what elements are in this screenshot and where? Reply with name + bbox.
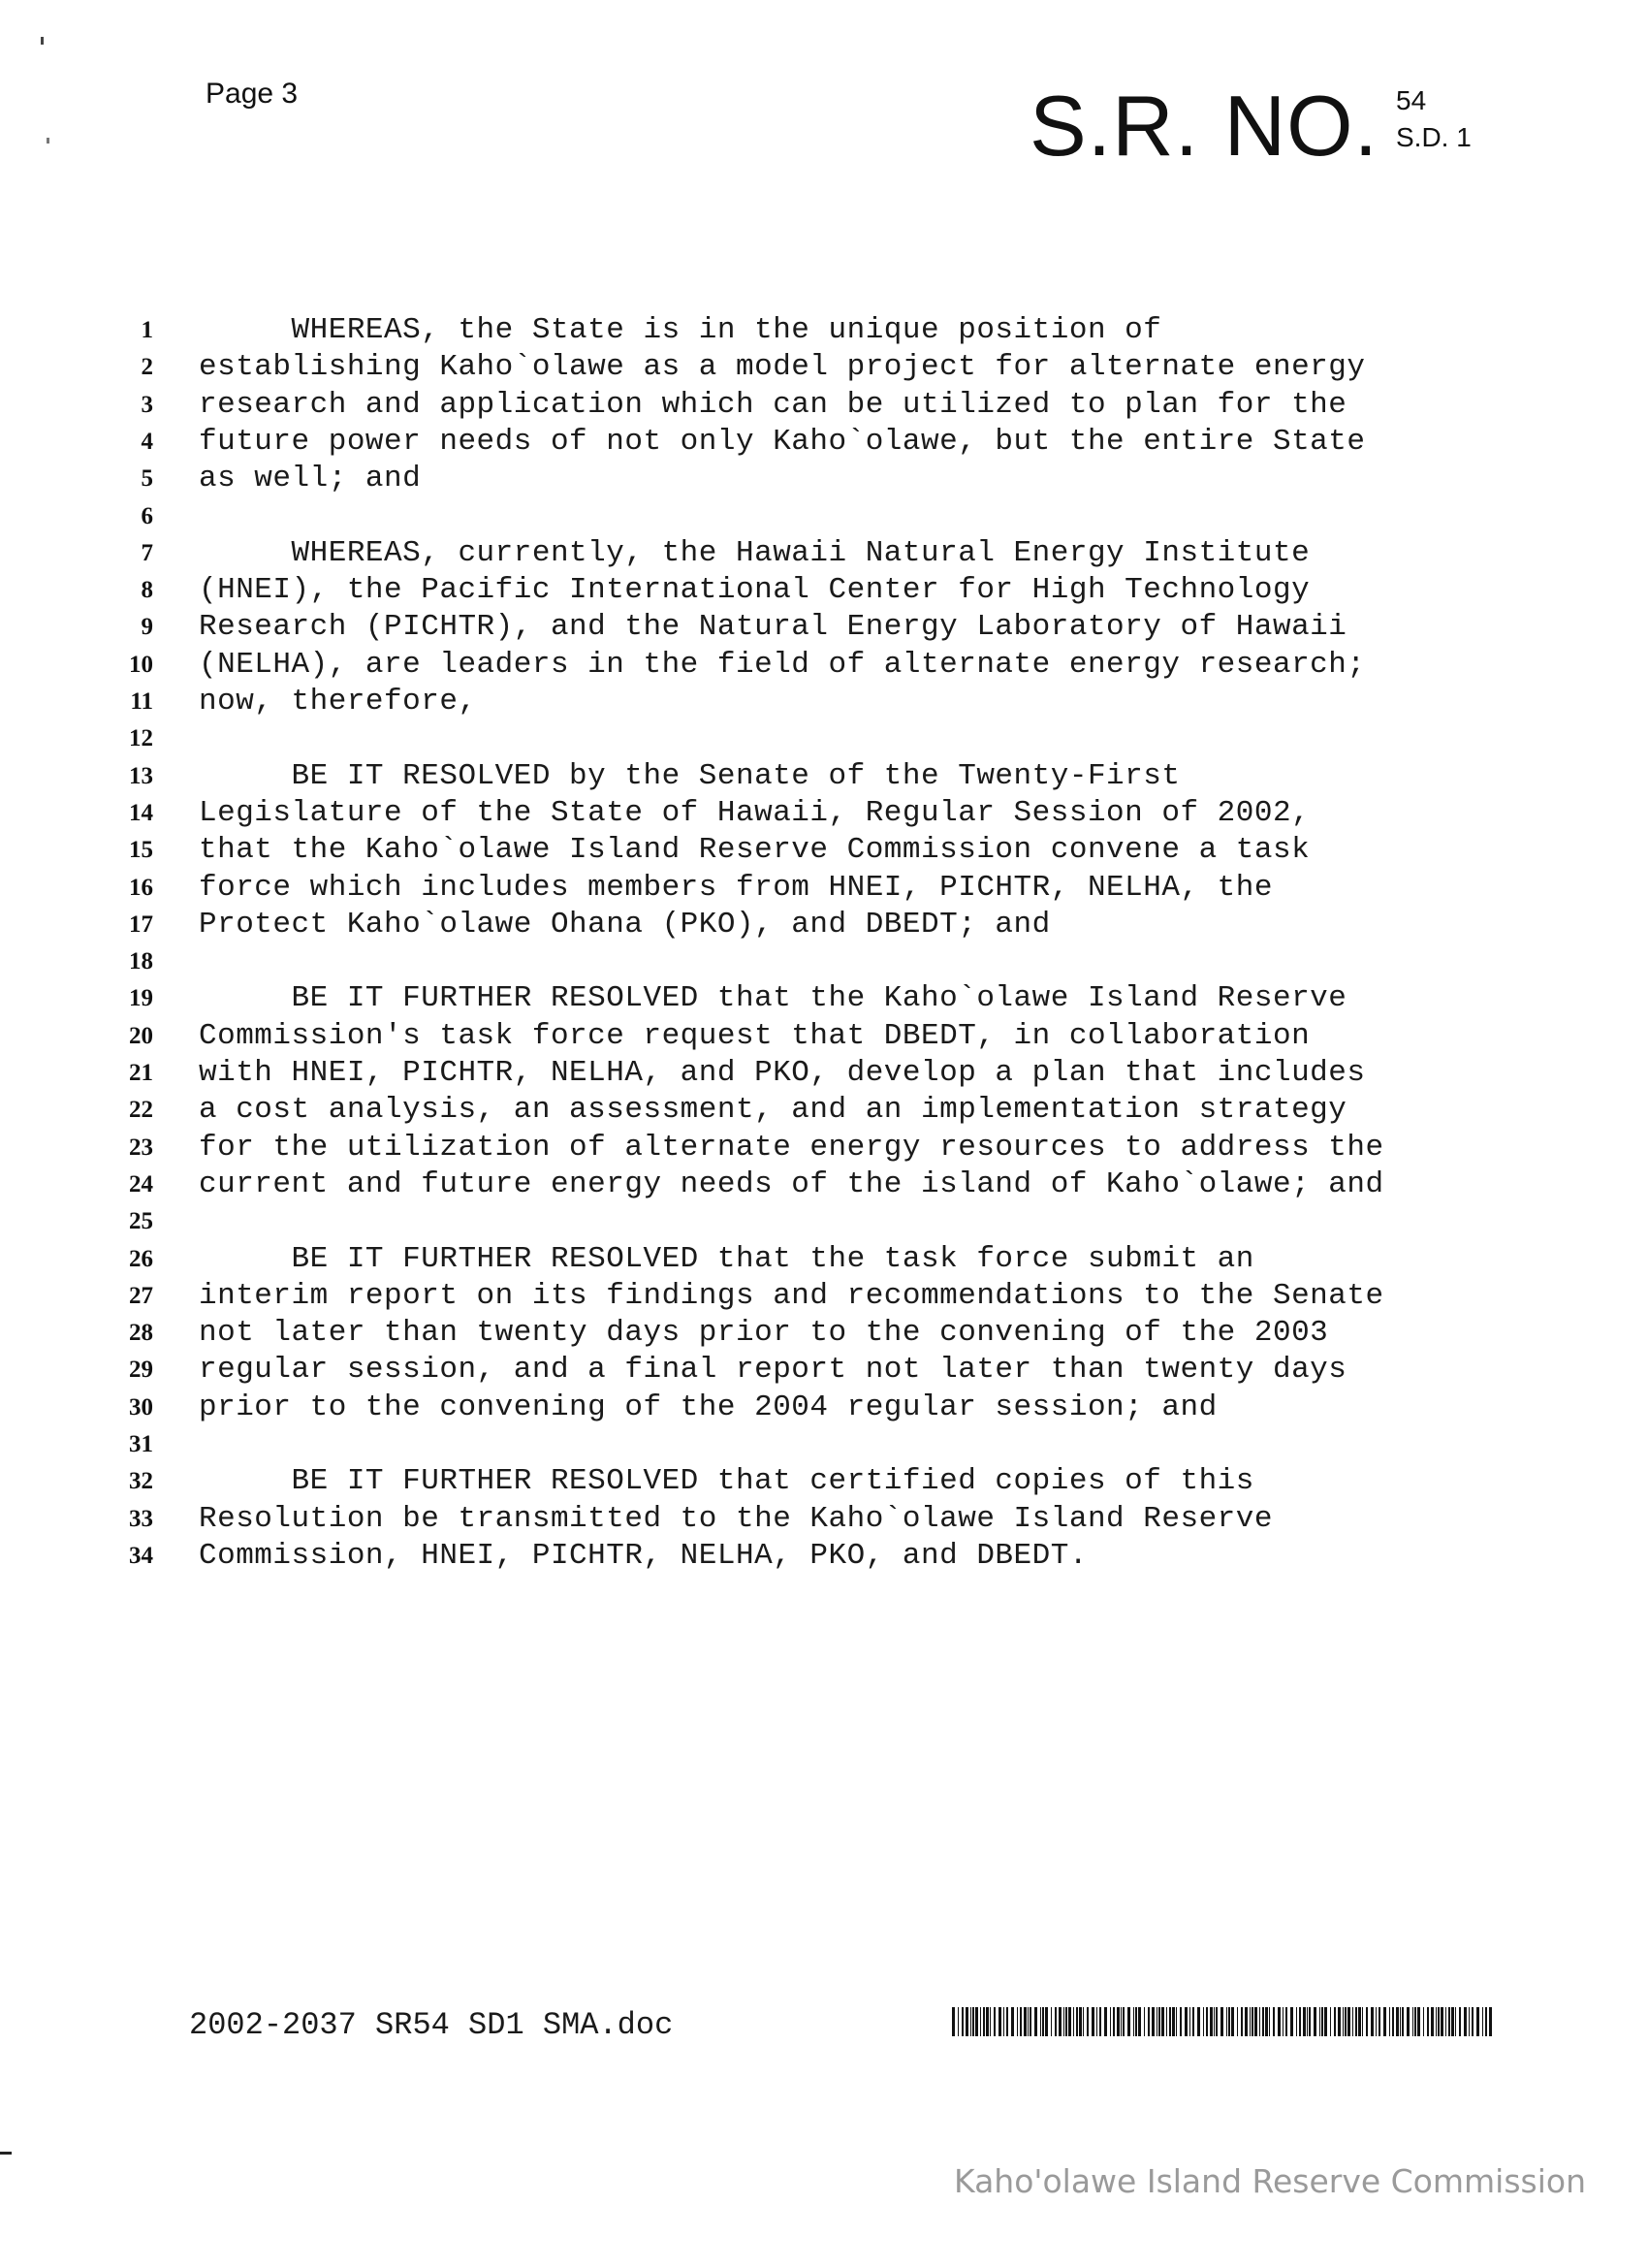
line-number: 8 — [141, 577, 153, 604]
barcode-bar — [1030, 2007, 1031, 2036]
resolution-line — [0, 832, 1648, 869]
line-number: 26 — [129, 1245, 153, 1272]
barcode-bar — [1262, 2007, 1264, 2036]
barcode-bar — [1362, 2007, 1363, 2036]
resolution-line — [0, 498, 1648, 535]
barcode-bar — [998, 2007, 1001, 2036]
barcode-bar — [1231, 2007, 1234, 2036]
barcode-bar — [1028, 2007, 1029, 2036]
barcode-bar — [1265, 2007, 1268, 2036]
barcode-bar — [1469, 2007, 1470, 2036]
barcode-bar — [1003, 2007, 1004, 2036]
line-text: BE IT FURTHER RESOLVED that the Kaho`olawe Island Reserve — [199, 981, 1347, 1016]
barcode-bar — [1485, 2007, 1487, 2036]
barcode-bar — [1135, 2007, 1137, 2036]
resolution-line — [0, 1130, 1648, 1166]
barcode-bar — [1216, 2007, 1218, 2036]
barcode-bar — [1017, 2007, 1018, 2036]
resolution-line — [0, 684, 1648, 720]
line-number: 3 — [141, 391, 153, 418]
line-number: 25 — [129, 1208, 153, 1235]
line-text: establishing Kaho`olawe as a model project for alternate energy — [199, 350, 1366, 385]
watermark: Kaho'olawe Island Reserve Commission — [954, 2162, 1586, 2200]
resolution-line — [0, 572, 1648, 609]
line-text: BE IT FURTHER RESOLVED that certified copies of this — [199, 1464, 1254, 1499]
line-number: 6 — [141, 502, 153, 529]
barcode-bar — [1228, 2007, 1230, 2036]
barcode-bar — [1180, 2007, 1182, 2036]
barcode-bar — [966, 2007, 968, 2036]
resolution-line — [0, 1203, 1648, 1240]
barcode-bar — [1314, 2007, 1316, 2036]
barcode-bar — [1319, 2007, 1320, 2036]
barcode-bar — [1152, 2007, 1155, 2036]
barcode-bar — [1347, 2007, 1350, 2036]
barcode-bar — [1176, 2007, 1177, 2036]
barcode-bar — [1273, 2007, 1275, 2036]
line-text: future power needs of not only Kaho`olawe, but the entire State — [199, 424, 1366, 459]
barcode-bar — [1389, 2007, 1390, 2036]
barcode-bar — [1006, 2007, 1008, 2036]
barcode-bar — [1133, 2007, 1134, 2036]
line-number: 21 — [129, 1060, 153, 1086]
barcode-bar — [1113, 2007, 1115, 2036]
barcode-bar — [1330, 2007, 1331, 2036]
resolution-line — [0, 387, 1648, 424]
line-number: 13 — [129, 762, 153, 789]
resolution-line — [0, 461, 1648, 497]
line-number: 32 — [129, 1468, 153, 1495]
barcode-bar — [1250, 2007, 1251, 2036]
barcode-bar — [1290, 2007, 1293, 2036]
line-text: Commission, HNEI, PICHTR, NELHA, PKO, and DBEDT. — [199, 1538, 1088, 1573]
barcode-bar — [1192, 2007, 1194, 2036]
resolution-line — [0, 1390, 1648, 1426]
line-text: Protect Kaho`olawe Ohana (PKO), and DBEDT; and — [199, 907, 1051, 942]
barcode-bar — [970, 2007, 971, 2036]
barcode-bar — [1448, 2007, 1450, 2036]
barcode-bar — [1345, 2007, 1347, 2036]
barcode-bar — [1414, 2007, 1416, 2036]
barcode-bar — [1245, 2007, 1248, 2036]
barcode-bar — [975, 2007, 978, 2036]
barcode-bar — [1206, 2007, 1208, 2036]
barcode-bar — [1051, 2007, 1052, 2036]
barcode-bar — [1464, 2007, 1467, 2036]
line-text: a cost analysis, an assessment, and an implementation strategy — [199, 1093, 1347, 1128]
barcode-bar — [1278, 2007, 1281, 2036]
barcode-bar — [1355, 2007, 1357, 2036]
resolution-line — [0, 720, 1648, 757]
barcode-bar — [1166, 2007, 1167, 2036]
resolution-line — [0, 1501, 1648, 1538]
line-number: 30 — [129, 1393, 153, 1421]
resolution-number: 54 — [1396, 85, 1427, 115]
line-text: Commission's task force request that DBEDT, in collaboration — [199, 1018, 1311, 1053]
line-number: 20 — [129, 1022, 153, 1049]
barcode-bar — [1099, 2007, 1101, 2036]
barcode-bar — [1476, 2007, 1479, 2036]
barcode-bar — [1063, 2007, 1064, 2036]
line-text: research and application which can be utilized to plan for the — [199, 387, 1347, 422]
barcode-bar — [1169, 2007, 1171, 2036]
line-text: (NELHA), are leaders in the field of alternate energy research; — [199, 647, 1366, 682]
line-number: 15 — [129, 837, 153, 864]
barcode-bar — [986, 2007, 989, 2036]
barcode-bar — [958, 2007, 959, 2036]
barcode-bar — [1343, 2007, 1344, 2036]
line-number: 12 — [129, 725, 153, 752]
barcode-bar — [1396, 2007, 1399, 2036]
barcode-bar — [1055, 2007, 1057, 2036]
resolution-line — [0, 535, 1648, 572]
line-number: 27 — [129, 1282, 153, 1309]
line-number: 22 — [129, 1097, 153, 1124]
barcode-bar — [1148, 2007, 1150, 2036]
resolution-line — [0, 1463, 1648, 1500]
line-text: prior to the convening of the 2004 regular session; and — [199, 1390, 1218, 1424]
line-text: as well; and — [199, 462, 422, 496]
barcode-bar — [1237, 2007, 1238, 2036]
line-text: for the utilization of alternate energy resources to address the — [199, 1130, 1384, 1165]
barcode-bar — [1185, 2007, 1188, 2036]
line-text: regular session, and a final report not later than twenty days — [199, 1353, 1347, 1388]
barcode-bar — [1402, 2007, 1404, 2036]
barcode-bar — [1068, 2007, 1071, 2036]
barcode-bar — [994, 2007, 996, 2036]
barcode-bar — [1121, 2007, 1122, 2036]
barcode-bar — [962, 2007, 964, 2036]
barcode-bar — [1189, 2007, 1190, 2036]
resolution-line — [0, 609, 1648, 646]
resolution-line — [0, 312, 1648, 349]
barcode-bar — [1138, 2007, 1141, 2036]
barcode-bar — [1376, 2007, 1377, 2036]
barcode-bar — [1455, 2007, 1456, 2036]
line-number: 34 — [129, 1542, 153, 1569]
barcode-bar — [1214, 2007, 1215, 2036]
barcode-bar — [1197, 2007, 1200, 2036]
resolution-line — [0, 758, 1648, 795]
barcode-bar — [1366, 2007, 1368, 2036]
line-text: (HNEI), the Pacific International Center for High Technology — [199, 573, 1311, 608]
barcode-bar — [980, 2007, 981, 2036]
scan-mark — [47, 138, 49, 144]
footer-filename: 2002-2037 SR54 SD1 SMA.doc — [189, 2007, 674, 2043]
barcode-bar — [1210, 2007, 1213, 2036]
line-number: 10 — [129, 651, 153, 678]
barcode-bar — [1092, 2007, 1094, 2036]
resolution-line — [0, 1278, 1648, 1315]
line-number: 31 — [129, 1431, 153, 1457]
line-text: Research (PICHTR), and the Natural Energy Laboratory of Hawaii — [199, 610, 1347, 645]
barcode-bar — [1436, 2007, 1437, 2036]
barcode-bar — [1269, 2007, 1270, 2036]
barcode-bar — [1423, 2007, 1424, 2036]
barcode-bar — [990, 2007, 991, 2036]
line-text: Legislature of the State of Hawaii, Regular Session of 2002, — [199, 795, 1311, 830]
barcode-bar — [1011, 2007, 1014, 2036]
line-text: BE IT FURTHER RESOLVED that the task force submit an — [199, 1241, 1254, 1276]
barcode-bar — [1127, 2007, 1130, 2036]
barcode-bar — [1203, 2007, 1204, 2036]
barcode-bar — [1045, 2007, 1048, 2036]
barcode-bar — [1334, 2007, 1336, 2036]
barcode-bar — [1024, 2007, 1027, 2036]
line-text: now, therefore, — [199, 685, 477, 719]
line-number: 18 — [129, 948, 153, 975]
line-number: 5 — [141, 465, 153, 493]
barcode-bar — [1254, 2007, 1257, 2036]
line-number: 1 — [141, 317, 153, 343]
barcode-bar — [1226, 2007, 1227, 2036]
barcode-bar — [1020, 2007, 1022, 2036]
barcode-bar — [1065, 2007, 1067, 2036]
line-number: 2 — [141, 354, 153, 381]
barcode-bar — [1383, 2007, 1386, 2036]
line-number: 28 — [129, 1320, 153, 1347]
barcode-bar — [983, 2007, 985, 2036]
barcode-bar — [1427, 2007, 1429, 2036]
page-label: Page 3 — [206, 78, 299, 110]
resolution-line — [0, 1352, 1648, 1389]
barcode-bar — [1352, 2007, 1353, 2036]
barcode-bar — [1040, 2007, 1041, 2036]
barcode-bar — [1371, 2007, 1374, 2036]
barcode-bar — [1285, 2007, 1287, 2036]
line-text: WHEREAS, the State is in the unique position of — [199, 313, 1162, 347]
barcode-bar — [1161, 2007, 1164, 2036]
line-text: interim report on its findings and recommendations to the Senate — [199, 1278, 1384, 1313]
barcode-bar — [1338, 2007, 1341, 2036]
barcode-bar — [1407, 2007, 1410, 2036]
resolution-line — [0, 795, 1648, 832]
barcode-bar — [1392, 2007, 1394, 2036]
barcode-bar — [1417, 2007, 1420, 2036]
barcode — [952, 2007, 1495, 2036]
barcode-bar — [1451, 2007, 1454, 2036]
barcode-bar — [952, 2007, 955, 2036]
line-text: with HNEI, PICHTR, NELHA, and PKO, develop a plan that includes — [199, 1056, 1366, 1090]
barcode-bar — [1059, 2007, 1062, 2036]
barcode-bar — [1104, 2007, 1107, 2036]
barcode-bar — [1158, 2007, 1160, 2036]
resolution-line — [0, 870, 1648, 907]
line-text: current and future energy needs of the island of Kaho`olawe; and — [199, 1166, 1384, 1201]
barcode-bar — [1252, 2007, 1253, 2036]
barcode-bar — [1096, 2007, 1097, 2036]
barcode-bar — [1309, 2007, 1311, 2036]
resolution-line — [0, 349, 1648, 386]
line-number: 24 — [129, 1170, 153, 1198]
resolution-line — [0, 1426, 1648, 1463]
barcode-bar — [1445, 2007, 1446, 2036]
barcode-bar — [1076, 2007, 1078, 2036]
barcode-bar — [1241, 2007, 1243, 2036]
line-text: that the Kaho`olawe Island Reserve Commission convene a task — [199, 833, 1311, 868]
barcode-bar — [1441, 2007, 1443, 2036]
resolution-line — [0, 1538, 1648, 1575]
resolution-line — [0, 1241, 1648, 1278]
resolution-line — [0, 424, 1648, 461]
barcode-bar — [1220, 2007, 1223, 2036]
barcode-bar — [1110, 2007, 1111, 2036]
line-number: 7 — [141, 539, 153, 566]
barcode-bar — [1083, 2007, 1084, 2036]
resolution-line — [0, 647, 1648, 684]
line-number: 14 — [129, 799, 153, 826]
barcode-bar — [1489, 2007, 1492, 2036]
scan-mark — [41, 37, 44, 45]
barcode-bar — [1482, 2007, 1483, 2036]
barcode-bar — [1042, 2007, 1044, 2036]
resolution-line — [0, 907, 1648, 943]
line-text: force which includes members from HNEI, PICHTR, NELHA, the — [199, 870, 1273, 905]
barcode-bar — [1472, 2007, 1474, 2036]
barcode-bar — [1412, 2007, 1413, 2036]
resolution-line — [0, 980, 1648, 1017]
resolution-line — [0, 943, 1648, 980]
resolution-line — [0, 1055, 1648, 1092]
barcode-bar — [1123, 2007, 1125, 2036]
barcode-bar — [1087, 2007, 1089, 2036]
line-number: 16 — [129, 874, 153, 901]
line-number: 9 — [141, 614, 153, 641]
scan-mark — [0, 2152, 12, 2155]
line-number: 11 — [130, 688, 153, 715]
barcode-bar — [1259, 2007, 1260, 2036]
barcode-bar — [972, 2007, 974, 2036]
barcode-bar — [1283, 2007, 1284, 2036]
line-number: 17 — [129, 910, 153, 938]
barcode-bar — [1307, 2007, 1308, 2036]
resolution-line — [0, 1018, 1648, 1055]
barcode-bar — [1299, 2007, 1301, 2036]
barcode-bar — [1324, 2007, 1327, 2036]
resolution-line — [0, 1315, 1648, 1352]
line-text: BE IT RESOLVED by the Senate of the Twenty-First — [199, 758, 1181, 793]
resolution-line — [0, 1092, 1648, 1129]
line-text: not later than twenty days prior to the convening of the 2003 — [199, 1316, 1329, 1351]
line-number: 19 — [129, 985, 153, 1012]
line-number: 4 — [141, 428, 153, 455]
line-number: 33 — [129, 1505, 153, 1532]
resolution-line — [0, 1166, 1648, 1203]
barcode-bar — [1321, 2007, 1323, 2036]
barcode-bar — [1459, 2007, 1461, 2036]
draft-designation: S.D. 1 — [1396, 122, 1472, 152]
barcode-bar — [1079, 2007, 1082, 2036]
barcode-bar — [1073, 2007, 1074, 2036]
barcode-bar — [1438, 2007, 1440, 2036]
barcode-bar — [1144, 2007, 1145, 2036]
line-text: WHEREAS, currently, the Hawaii Natural Energy Institute — [199, 535, 1311, 570]
barcode-bar — [1400, 2007, 1401, 2036]
barcode-bar — [1379, 2007, 1380, 2036]
barcode-bar — [1172, 2007, 1175, 2036]
line-number: 23 — [129, 1134, 153, 1161]
barcode-bar — [1296, 2007, 1297, 2036]
resolution-title: S.R. NO. — [1030, 78, 1379, 174]
barcode-bar — [1358, 2007, 1361, 2036]
line-number: 29 — [129, 1357, 153, 1384]
barcode-bar — [1303, 2007, 1306, 2036]
barcode-bar — [1117, 2007, 1120, 2036]
barcode-bar — [1034, 2007, 1037, 2036]
barcode-bar — [1431, 2007, 1434, 2036]
line-text: Resolution be transmitted to the Kaho`olawe Island Reserve — [199, 1501, 1273, 1536]
